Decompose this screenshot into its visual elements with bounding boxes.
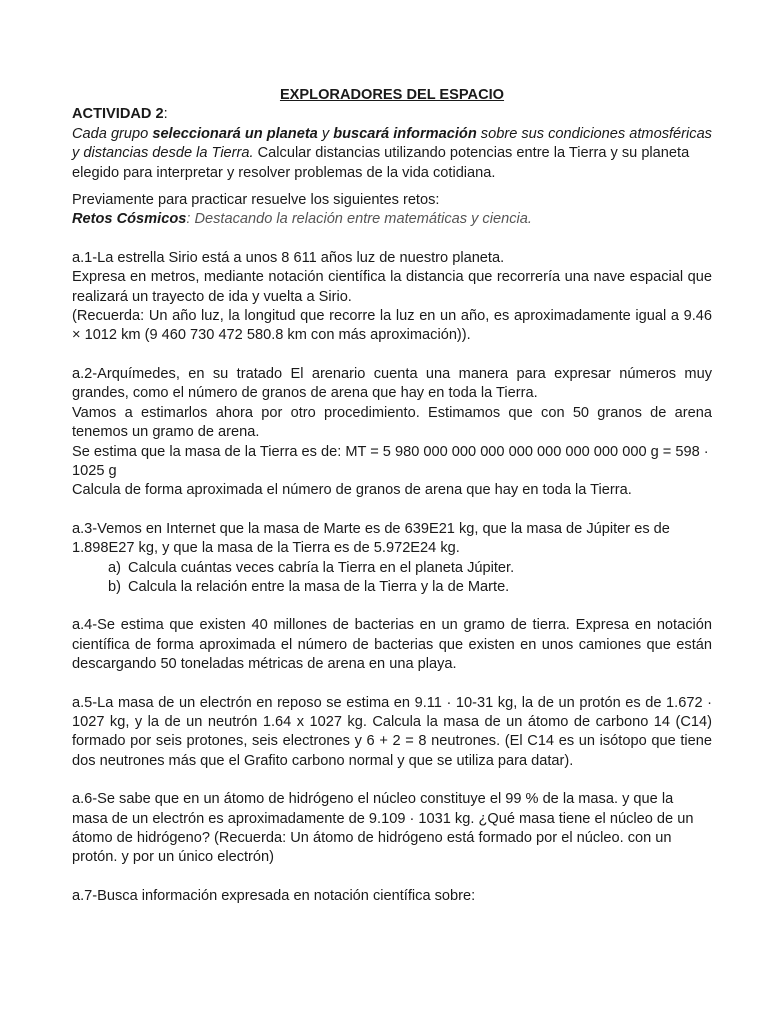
intro-text: Previamente para practicar resuelve los siguientes retos:: [72, 192, 440, 209]
list-item: a) Calcula cuántas veces cabría la Tierra en el planeta Júpiter.: [108, 559, 515, 576]
retos-subtitle: Retos Cósmicos: Destacando la relación entre matemáticas y ciencia.: [72, 211, 532, 228]
exercise-a2-question: Calcula de forma aproximada el número de granos de arena que hay en toda la Tierra.: [72, 482, 632, 499]
exercise-a6: a.6-Se sabe que en un átomo de hidrógeno el núcleo constituye el 99 % de la masa. y que la masa de un electrón es aproximadamente de 9.109 · 1031 kg. ¿Qué masa tiene el núcleo de un átomo de hidrógeno? (Recuerda: Un átomo de hidrógeno está formado por el núcleo. con un protón. y por un único electrón): [72, 791, 694, 866]
activity-label: ACTIVIDAD 2: [72, 106, 164, 123]
document-page: [72, 86, 712, 906]
exercise-a2-estimate: Vamos a estimarlos ahora por otro procedimiento. Estimamos que con 50 granos de arena tenemos un gramo de arena.: [72, 404, 712, 441]
exercise-a5: a.5-La masa de un electrón en reposo se estima en 9.11 · 10-31 kg, la de un protón es de 1.672 · 1027 kg, y la de un neutrón 1.64 x 1027 kg. Calcula la masa de un átomo de carbono 14 (C14) formado por seis protones, seis electrones y 6 + 2 = 8 neutrones. (El C14 es un isótopo que tiene dos neutrones más que el Grafito carbono normal y que se utiliza para datar).: [72, 694, 712, 769]
exercise-a2-intro: a.2-Arquímedes, en su tratado El arenario cuenta una manera para expresar números muy grandes, como el número de granos de arena que hay en toda la Tierra.: [72, 365, 712, 402]
exercise-a2-mass: Se estima que la masa de la Tierra es de: MT = 5 980 000 000 000 000 000 000 000 000 g = 598 · 1025 g: [72, 443, 709, 479]
page-title: EXPLORADORES DEL ESPACIO: [279, 87, 505, 103]
exercise-a7: a.7-Busca información expresada en notación científica sobre:: [72, 887, 476, 904]
exercise-a1-statement: Expresa en metros, mediante notación científica la distancia que recorrería una nave espacial que realizará un trayecto de ida y vuelta a Sirio.: [72, 269, 712, 305]
exercise-a1-title: a.1-La estrella Sirio está a unos 8 611 años luz de nuestro planeta.: [72, 249, 505, 266]
exercise-a4: a.4-Se estima que existen 40 millones de bacterias en un gramo de tierra. Expresa en notación científica de forma aproximada el número de bacterias que existen en unos camiones que están descargando 50 toneladas métricas de arena en una playa.: [72, 617, 712, 673]
activity-description: Cada grupo seleccionará un planeta y buscará información sobre sus condiciones atmosféricas y distancias desde la Tierra. Calcular distancias utilizando potencias entre la Tierra y su planeta elegido para interpretar y resolver problemas de la vida cotidiana.: [72, 125, 712, 181]
exercise-a3-intro: a.3-Vemos en Internet que la masa de Marte es de 639E21 kg, que la masa de Júpiter es de 1.898E27 kg, y que la masa de la Tierra es de 5.972E24 kg.: [72, 520, 670, 557]
list-item: b) Calcula la relación entre la masa de la Tierra y la de Marte.: [108, 578, 510, 595]
activity-heading: ACTIVIDAD 2:: [72, 106, 168, 123]
exercise-a1-note: (Recuerda: Un año luz, la longitud que recorre la luz en un año, es aproximadamente igual a 9.46 × 1012 km (9 460 730 472 580.8 km con más aproximación)).: [72, 308, 712, 344]
exercise-a3-list: [72, 559, 712, 598]
